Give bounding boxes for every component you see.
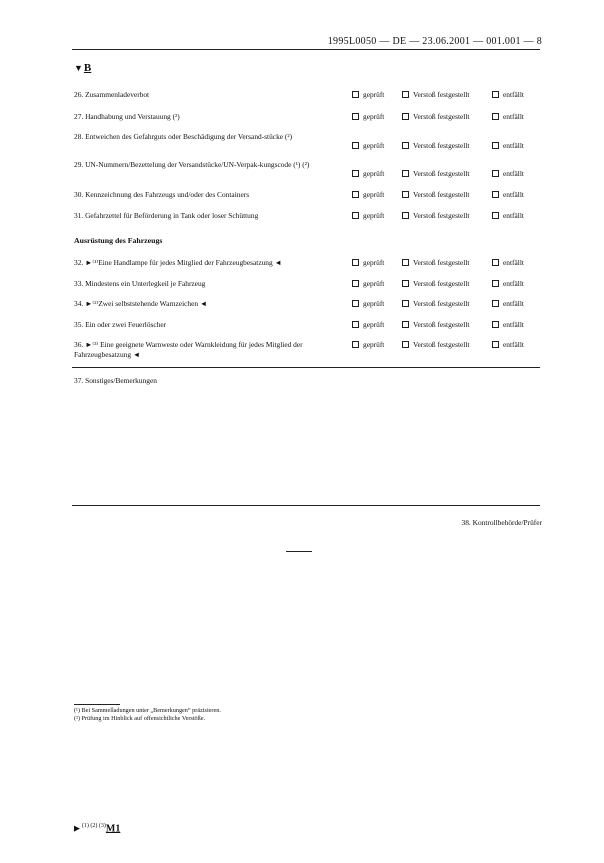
checkbox-icon[interactable]	[352, 113, 359, 120]
row-text: 28. Entweichen des Gefahrguts oder Beschädigung der Versand-stücke (²)	[74, 132, 293, 141]
checkbox-icon[interactable]	[492, 341, 499, 348]
checkbox-icon[interactable]	[492, 142, 499, 149]
checklist-row	[74, 190, 544, 212]
option-violation[interactable]: Verstoß festgestellt	[402, 279, 469, 289]
checkbox-icon[interactable]	[492, 170, 499, 177]
checkbox-icon[interactable]	[492, 113, 499, 120]
marker-refs: (1) (2) (3)	[81, 823, 106, 829]
option-na[interactable]: entfällt	[492, 320, 524, 330]
option-checked[interactable]: geprüft	[352, 169, 384, 179]
option-violation[interactable]: Verstoß festgestellt	[402, 299, 469, 309]
row-text: 32. ►⁽¹⁾Eine Handlampe für jedes Mitglied der Fahrzeugbesatzung ◄	[74, 258, 282, 267]
checkbox-icon[interactable]	[402, 113, 409, 120]
page-header: 1995L0050 — DE — 23.06.2001 — 001.001 — 8	[327, 36, 542, 47]
checkbox-icon[interactable]	[492, 259, 499, 266]
option-violation[interactable]: Verstoß festgestellt	[402, 211, 469, 221]
checkbox-icon[interactable]	[402, 300, 409, 307]
checkbox-icon[interactable]	[402, 91, 409, 98]
row-text: 29. UN-Nummern/Bezettelung der Versandstücke/UN-Verpak-kungscode (¹) (²)	[74, 160, 310, 169]
checkbox-icon[interactable]	[352, 321, 359, 328]
option-na[interactable]: entfällt	[492, 258, 524, 268]
option-checked[interactable]: geprüft	[352, 279, 384, 289]
checkbox-icon[interactable]	[352, 280, 359, 287]
end-rule	[286, 551, 312, 552]
option-na[interactable]: entfällt	[492, 112, 524, 122]
remarks-label: 37. Sonstiges/Bemerkungen	[74, 376, 157, 385]
option-checked[interactable]: geprüft	[352, 340, 384, 350]
amendment-marker-m1	[72, 823, 120, 834]
checkbox-icon[interactable]	[402, 321, 409, 328]
checkbox-icon[interactable]	[352, 300, 359, 307]
checkbox-icon[interactable]	[352, 170, 359, 177]
option-na[interactable]: entfällt	[492, 299, 524, 309]
section-title: Ausrüstung des Fahrzeugs	[74, 236, 163, 245]
option-na[interactable]: entfällt	[492, 211, 524, 221]
down-triangle-icon: ▼	[74, 63, 83, 73]
option-violation[interactable]: Verstoß festgestellt	[402, 141, 469, 151]
option-violation[interactable]: Verstoß festgestellt	[402, 190, 469, 200]
checkbox-icon[interactable]	[492, 321, 499, 328]
option-checked[interactable]: geprüft	[352, 258, 384, 268]
checkbox-icon[interactable]	[492, 91, 499, 98]
checklist-row	[74, 279, 544, 301]
option-checked[interactable]: geprüft	[352, 90, 384, 100]
amendment-marker-b	[74, 62, 91, 74]
checklist-row	[74, 299, 544, 321]
footnote-rule	[74, 704, 120, 705]
checkbox-icon[interactable]	[352, 191, 359, 198]
checklist-row	[74, 320, 544, 342]
option-na[interactable]: entfällt	[492, 141, 524, 151]
option-na[interactable]: entfällt	[492, 190, 524, 200]
option-checked[interactable]: geprüft	[352, 190, 384, 200]
checkbox-icon[interactable]	[352, 142, 359, 149]
checkbox-icon[interactable]	[492, 212, 499, 219]
option-violation[interactable]: Verstoß festgestellt	[402, 90, 469, 100]
checkbox-icon[interactable]	[352, 212, 359, 219]
checkbox-icon[interactable]	[402, 191, 409, 198]
checkbox-icon[interactable]	[352, 91, 359, 98]
checklist-row	[74, 211, 544, 233]
option-checked[interactable]: geprüft	[352, 299, 384, 309]
authority-label: 38. Kontrollbehörde/Prüfer	[461, 518, 542, 527]
checklist-row	[74, 258, 544, 280]
checklist-row	[74, 90, 544, 112]
checkbox-icon[interactable]	[402, 170, 409, 177]
row-text: 27. Handhabung und Verstauung (²)	[74, 112, 180, 121]
option-na[interactable]: entfällt	[492, 90, 524, 100]
checkbox-icon[interactable]	[402, 259, 409, 266]
checklist-row	[74, 340, 544, 364]
checklist-row	[74, 132, 544, 158]
option-na[interactable]: entfällt	[492, 169, 524, 179]
option-violation[interactable]: Verstoß festgestellt	[402, 258, 469, 268]
checkbox-icon[interactable]	[402, 280, 409, 287]
checkbox-icon[interactable]	[492, 280, 499, 287]
marker-label: B	[83, 62, 92, 74]
row-text: 34. ►⁽²⁾Zwei selbststehende Warnzeichen ◄	[74, 299, 208, 308]
option-checked[interactable]: geprüft	[352, 112, 384, 122]
row-text: 26. Zusammenladeverbot	[74, 90, 150, 99]
checkbox-icon[interactable]	[402, 341, 409, 348]
option-checked[interactable]: geprüft	[352, 141, 384, 151]
option-violation[interactable]: Verstoß festgestellt	[402, 340, 469, 350]
divider	[72, 367, 540, 368]
checkbox-icon[interactable]	[352, 259, 359, 266]
option-violation[interactable]: Verstoß festgestellt	[402, 112, 469, 122]
checklist-row	[74, 160, 544, 186]
option-na[interactable]: entfällt	[492, 340, 524, 350]
header-rule	[72, 49, 540, 50]
option-violation[interactable]: Verstoß festgestellt	[402, 320, 469, 330]
option-violation[interactable]: Verstoß festgestellt	[402, 169, 469, 179]
option-checked[interactable]: geprüft	[352, 211, 384, 221]
row-text: 33. Mindestens ein Unterlegkeil je Fahrzeug	[74, 279, 206, 288]
checkbox-icon[interactable]	[492, 300, 499, 307]
row-text: 31. Gefahrzettel für Beförderung in Tank oder loser Schüttung	[74, 211, 259, 220]
row-text: 30. Kennzeichnung des Fahrzeugs und/oder des Containers	[74, 190, 250, 199]
checkbox-icon[interactable]	[492, 191, 499, 198]
footnote: (²) Prüfung im Hinblick auf offensichtliche Verstöße.	[74, 715, 206, 722]
marker-label: M1	[105, 823, 121, 835]
option-checked[interactable]: geprüft	[352, 320, 384, 330]
option-na[interactable]: entfällt	[492, 279, 524, 289]
checklist-row	[74, 112, 544, 134]
row-text: 36. ►⁽³⁾ Eine geeignete Warnweste oder Warnkleidung für jedes Mitglied der Fahrzeugbesatzung ◄	[74, 340, 303, 359]
checkbox-icon[interactable]	[402, 212, 409, 219]
divider	[72, 505, 540, 506]
footnote: (¹) Bei Sammelladungen unter „Bemerkungen“ präzisieren.	[74, 707, 221, 714]
right-arrow-icon: ►	[72, 823, 82, 835]
checkbox-icon[interactable]	[352, 341, 359, 348]
checkbox-icon[interactable]	[402, 142, 409, 149]
row-text: 35. Ein oder zwei Feuerlöscher	[74, 320, 167, 329]
